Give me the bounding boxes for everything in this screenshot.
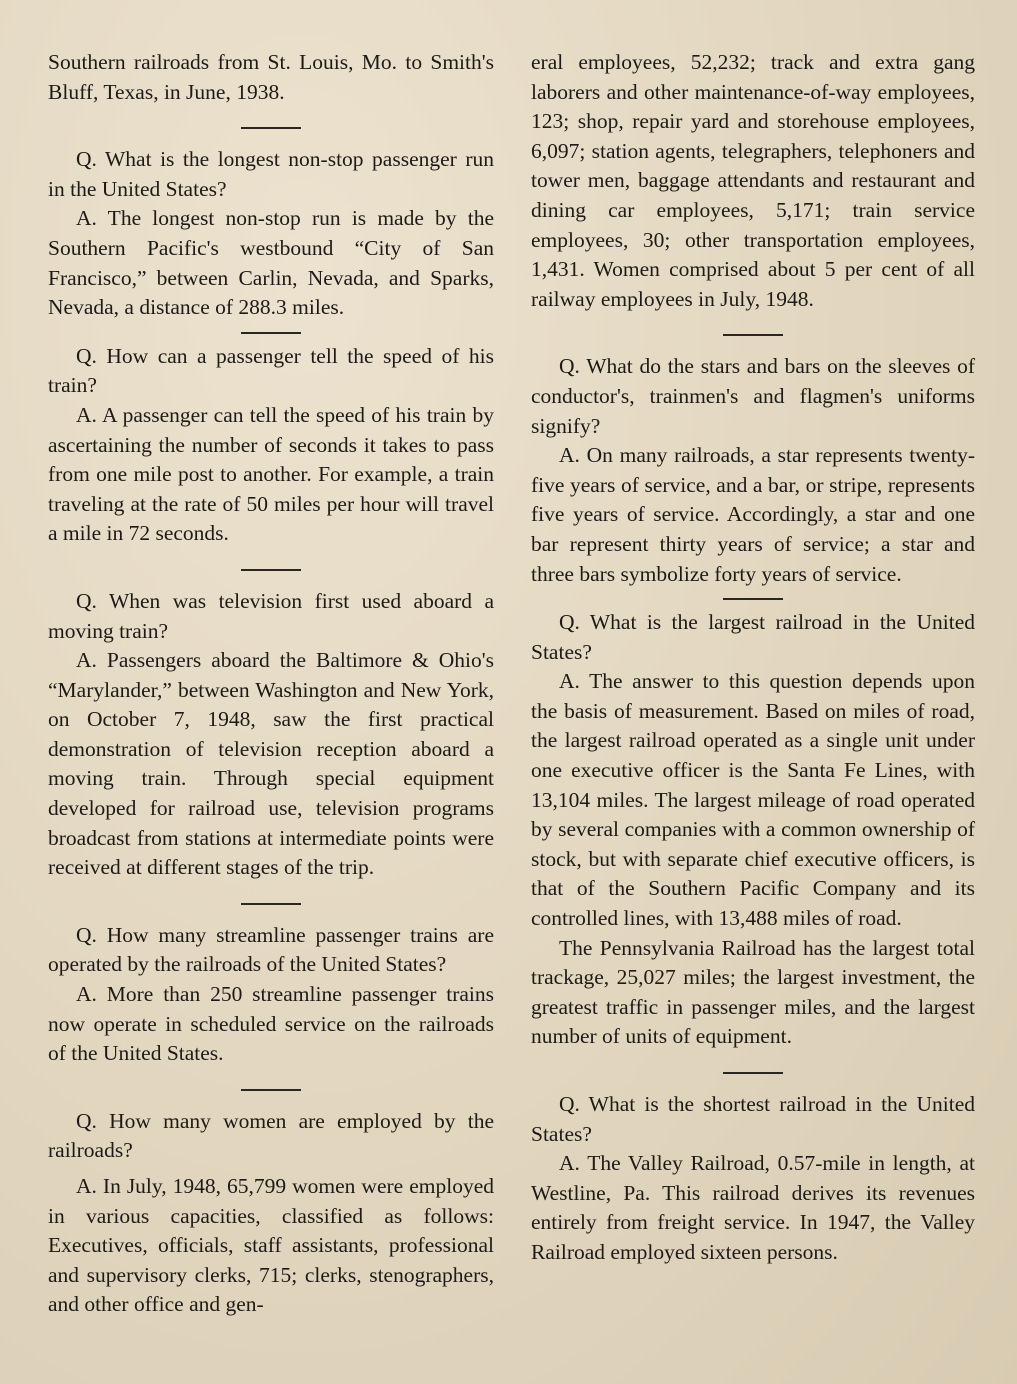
question: Q. How can a passenger tell the speed of his train?: [48, 343, 494, 398]
left-column: [48, 48, 494, 1320]
section-divider: [723, 598, 783, 600]
question: Q. What is the largest railroad in the United States?: [531, 610, 975, 664]
answer: A. The Valley Railroad, 0.57-mile in length, at Westline, Pa. This railroad derives its revenues entirely from freight service. In 1947, the Valley Railroad employed sixteen persons.: [531, 1151, 975, 1264]
question: Q. What is the shortest railroad in the United States?: [531, 1092, 975, 1146]
answer: A. The answer to this question depends upon the basis of measurement. Based on miles of road, the largest railroad operated as a single unit under one executive officer is the Santa Fe Lines, with 13,104 miles. The largest mileage of road operated by several companies with a common ownership of stock, but with separate chief executive officers, is that of the Southern Pacific Company and its controlled lines, with 13,488 miles of road.: [531, 669, 975, 931]
answer: A. More than 250 streamline passenger trains now operate in scheduled service on the railroads of the United States.: [48, 982, 494, 1066]
section-divider: [241, 569, 301, 571]
answer: A. In July, 1948, 65,799 women were employed in various capacities, classified as follows: Executives, officials, staff assistants, professional and supervisory clerks, 715; clerks, stenographers, and other office and gen-: [48, 1174, 494, 1317]
intro-paragraph: Southern railroads from St. Louis, Mo. to Smith's Bluff, Texas, in June, 1938.: [48, 50, 494, 104]
section-divider: [723, 334, 783, 336]
question: Q. What do the stars and bars on the sleeves of conductor's, trainmen's and flagmen's uniforms signify?: [531, 354, 975, 438]
question: Q. What is the longest non-stop passenger run in the United States?: [48, 147, 494, 201]
section-divider: [723, 1072, 783, 1074]
continued-paragraph: eral employees, 52,232; track and extra gang laborers and other maintenance-of-way employees, 123; shop, repair yard and storehouse employees, 6,097; station agents, telegraphers, telephoners and tower men, baggage attendants and restaurant and dining car employees, 5,171; train service employees, 30; other transportation employees, 1,431. Women comprised about 5 per cent of all railway employees in July, 1948.: [531, 50, 975, 311]
section-divider: [241, 332, 301, 334]
section-divider: [241, 127, 301, 129]
question: Q. How many streamline passenger trains are operated by the railroads of the United States?: [48, 922, 494, 977]
question: Q. How many women are employed by the railroads?: [48, 1108, 494, 1163]
question: Q. When was television first used aboard a moving train?: [48, 588, 494, 643]
answer-continued: The Pennsylvania Railroad has the largest total trackage, 25,027 miles; the largest investment, the greatest traffic in passenger miles, and the largest number of units of equipment.: [531, 935, 975, 1049]
right-column: [531, 48, 975, 1268]
answer: A. Passengers aboard the Baltimore & Ohio's “Marylander,” between Washington and New York, on October 7, 1948, saw the first practical demonstration of television reception aboard a moving train. Through special equipment developed for railroad use, television programs broadcast from stations at intermediate points were received at different stages of the trip.: [48, 648, 494, 880]
answer: A. The longest non-stop run is made by the Southern Pacific's westbound “City of San Francisco,” between Carlin, Nevada, and Sparks, Nevada, a distance of 288.3 miles.: [48, 206, 494, 320]
answer: A. A passenger can tell the speed of his train by ascertaining the number of seconds it takes to pass from one mile post to another. For example, a train traveling at the rate of 50 miles per hour will travel a mile in 72 seconds.: [48, 402, 494, 546]
section-divider: [241, 1089, 301, 1091]
section-divider: [241, 903, 301, 905]
answer: A. On many railroads, a star represents twenty-five years of service, and a bar, or stripe, represents five years of service. Accordingly, a star and one bar represent thirty years of service; a star and three bars symbolize forty years of service.: [531, 443, 975, 586]
